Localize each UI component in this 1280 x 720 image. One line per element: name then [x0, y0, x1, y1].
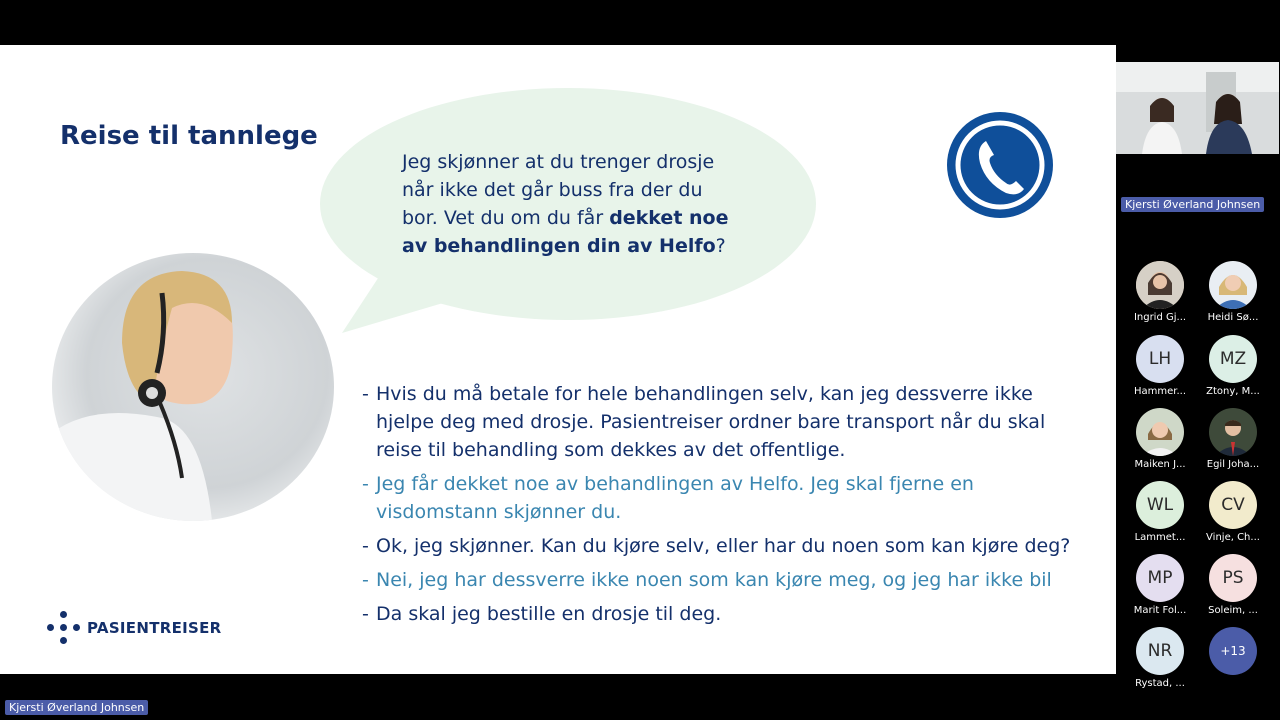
participant-initials-avatar: MP: [1136, 554, 1184, 602]
participant-name: Ztony, M...: [1206, 386, 1260, 397]
dialog-text: Ok, jeg skjønner. Kan du kjøre selv, eller har du noen som kan kjøre deg?: [376, 535, 1071, 557]
bubble-text-part: Jeg skjønner at du trenger drosje når ikke det går buss fra der du bor. Vet du om du får: [402, 151, 715, 229]
participant-name: Marit Fol...: [1133, 605, 1187, 616]
participant-tile[interactable]: [1198, 481, 1268, 543]
logo-dots-icon: [47, 611, 81, 645]
participant-name: Rystad, ...: [1135, 678, 1185, 689]
headset-agent-photo: [52, 253, 334, 521]
participant-tile[interactable]: [1125, 481, 1195, 543]
dialog-dash: -: [362, 535, 369, 557]
participant-name: Lammet...: [1134, 532, 1186, 543]
participant-photo-avatar: [1136, 408, 1184, 456]
participant-name: Maiken J...: [1134, 459, 1186, 470]
active-speaker-video[interactable]: [1116, 62, 1279, 154]
participant-tile[interactable]: [1125, 408, 1195, 470]
dialog-line-agent: [362, 380, 1082, 464]
pasientreiser-logo: [47, 611, 222, 645]
phone-icon: [946, 111, 1054, 219]
participant-tile[interactable]: [1125, 627, 1195, 689]
participant-photo-avatar: [1136, 261, 1184, 309]
participant-initials-avatar: MZ: [1209, 335, 1257, 383]
dialog-text: Nei, jeg har dessverre ikke noen som kan kjøre meg, og jeg har ikke bil: [376, 569, 1052, 591]
participant-tile[interactable]: [1198, 335, 1268, 397]
dialog-line-agent: [362, 532, 1082, 560]
participant-tile[interactable]: [1125, 554, 1195, 616]
dialog-line-caller: [362, 470, 1082, 526]
more-participants-button[interactable]: +13: [1209, 627, 1257, 675]
participant-tile[interactable]: [1198, 261, 1268, 323]
participant-name: Hammer...: [1133, 386, 1186, 397]
logo-text: PASIENTREISER: [87, 619, 222, 637]
participant-tile[interactable]: [1125, 335, 1195, 397]
dialog-text: Da skal jeg bestille en drosje til deg.: [376, 603, 722, 625]
presenter-name-label: Kjersti Øverland Johnsen: [5, 700, 148, 715]
slide-title: Reise til tannlege: [60, 121, 318, 151]
participant-name: Ingrid Gj...: [1133, 312, 1187, 323]
participant-initials-avatar: LH: [1136, 335, 1184, 383]
dialog-list: [362, 380, 1082, 634]
bubble-text-end: ?: [715, 235, 726, 257]
presentation-slide: [0, 45, 1116, 674]
dialog-text: Jeg får dekket noe av behandlingen av Helfo. Jeg skal fjerne en visdomstann skjønner du.: [376, 473, 974, 523]
participant-photo-avatar: [1209, 261, 1257, 309]
dialog-dash: -: [362, 383, 369, 405]
dialog-text: Hvis du må betale for hele behandlingen selv, kan jeg dessverre ikke hjelpe deg med drosje. Pasientreiser ordner bare transport når du skal reise til behandling som dekkes av det offentlige.: [376, 383, 1046, 461]
participant-name: Vinje, Ch...: [1206, 532, 1260, 543]
dialog-line-agent: [362, 600, 1082, 628]
active-speaker-name: Kjersti Øverland Johnsen: [1121, 197, 1264, 212]
participant-initials-avatar: CV: [1209, 481, 1257, 529]
dialog-dash: -: [362, 603, 369, 625]
dialog-dash: -: [362, 569, 369, 591]
participant-tile[interactable]: [1125, 261, 1195, 323]
more-participants-tile[interactable]: [1198, 627, 1268, 675]
dialog-line-caller: [362, 566, 1082, 594]
participant-initials-avatar: NR: [1136, 627, 1184, 675]
bubble-text-bold: dekket noe av behandlingen din av Helfo: [402, 207, 729, 257]
participant-tile[interactable]: [1198, 408, 1268, 470]
participant-name: Egil Joha...: [1206, 459, 1260, 470]
participant-photo-avatar: [1209, 408, 1257, 456]
participant-tile[interactable]: [1198, 554, 1268, 616]
participant-initials-avatar: WL: [1136, 481, 1184, 529]
participant-initials-avatar: PS: [1209, 554, 1257, 602]
participant-name: Soleim, ...: [1208, 605, 1258, 616]
participant-name: Heidi Sø...: [1207, 312, 1259, 323]
speech-bubble-text: [402, 148, 742, 260]
dialog-dash: -: [362, 473, 369, 495]
